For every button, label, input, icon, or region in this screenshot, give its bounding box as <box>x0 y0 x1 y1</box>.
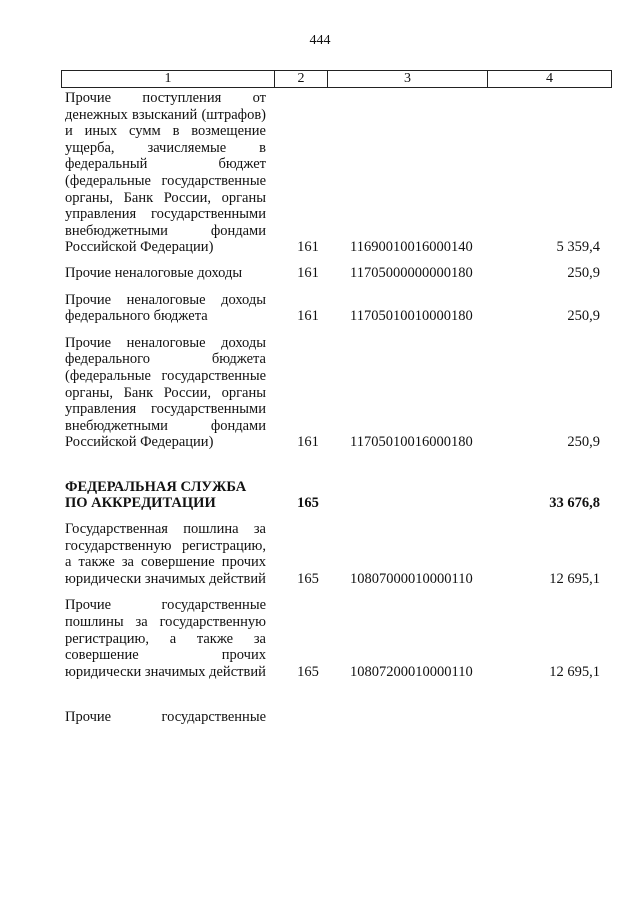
table-body <box>0 90 640 726</box>
admin-code: 165 <box>297 570 319 587</box>
row-name: Прочие поступления от денежных взысканий (штрафов) и иных сумм в возмещение ущерба, зачисляемые в федеральный бюджет (федеральные государственные органы, Банк России, органы управления государственными внебюджетными фондами Российской Федерации) <box>65 90 266 256</box>
amount: 33 676,8 <box>549 495 600 512</box>
table-row <box>0 90 640 256</box>
row-name: Прочие государственные пошлины за государственную регистрацию, а также за совершение прочих юридически значимых действий <box>65 597 266 680</box>
budget-code: 10807000010000110 <box>350 570 473 587</box>
header-col-3: 3 <box>327 71 487 87</box>
table-row <box>0 521 640 587</box>
header-col-4: 4 <box>487 71 611 87</box>
row-name: Прочие неналоговые доходы федерального бюджета (федеральные государственные органы, Банк России, органы управления государственными внебюджетными фондами Российской Федерации) <box>65 334 266 451</box>
budget-code: 11705000000000180 <box>350 264 473 281</box>
budget-code: 11705010010000180 <box>350 308 473 325</box>
admin-code: 161 <box>297 308 319 325</box>
admin-code: 161 <box>297 434 319 451</box>
admin-code: 161 <box>297 239 319 256</box>
budget-code: 11690010016000140 <box>350 239 473 256</box>
page-number: 444 <box>309 33 331 48</box>
amount: 12 695,1 <box>549 663 600 680</box>
amount: 250,9 <box>567 308 600 325</box>
admin-code: 165 <box>297 663 319 680</box>
row-name: ФЕДЕРАЛЬНАЯ СЛУЖБА ПО АККРЕДИТАЦИИ <box>65 478 247 512</box>
table-row <box>0 479 640 512</box>
table-row <box>0 597 640 680</box>
table-row <box>0 292 640 325</box>
amount: 5 359,4 <box>556 239 600 256</box>
amount: 250,9 <box>567 434 600 451</box>
row-name: Прочие неналоговые доходы <box>65 264 243 281</box>
table-header <box>61 70 612 88</box>
row-name: Прочие неналоговые доходы федерального бюджета <box>65 291 266 325</box>
row-name: Прочие государственные <box>65 709 266 726</box>
header-col-2: 2 <box>274 71 327 87</box>
budget-code: 11705010016000180 <box>350 434 473 451</box>
amount: 12 695,1 <box>549 570 600 587</box>
table-row <box>0 265 640 282</box>
amount: 250,9 <box>567 264 600 281</box>
table-row <box>0 335 640 451</box>
header-col-1: 1 <box>164 71 172 86</box>
budget-code: 10807200010000110 <box>350 663 473 680</box>
admin-code: 165 <box>297 495 319 512</box>
admin-code: 161 <box>297 264 319 281</box>
table-row <box>0 709 640 726</box>
row-name: Государственная пошлина за государственную регистрацию, а также за совершение прочих юридически значимых действий <box>65 521 266 587</box>
